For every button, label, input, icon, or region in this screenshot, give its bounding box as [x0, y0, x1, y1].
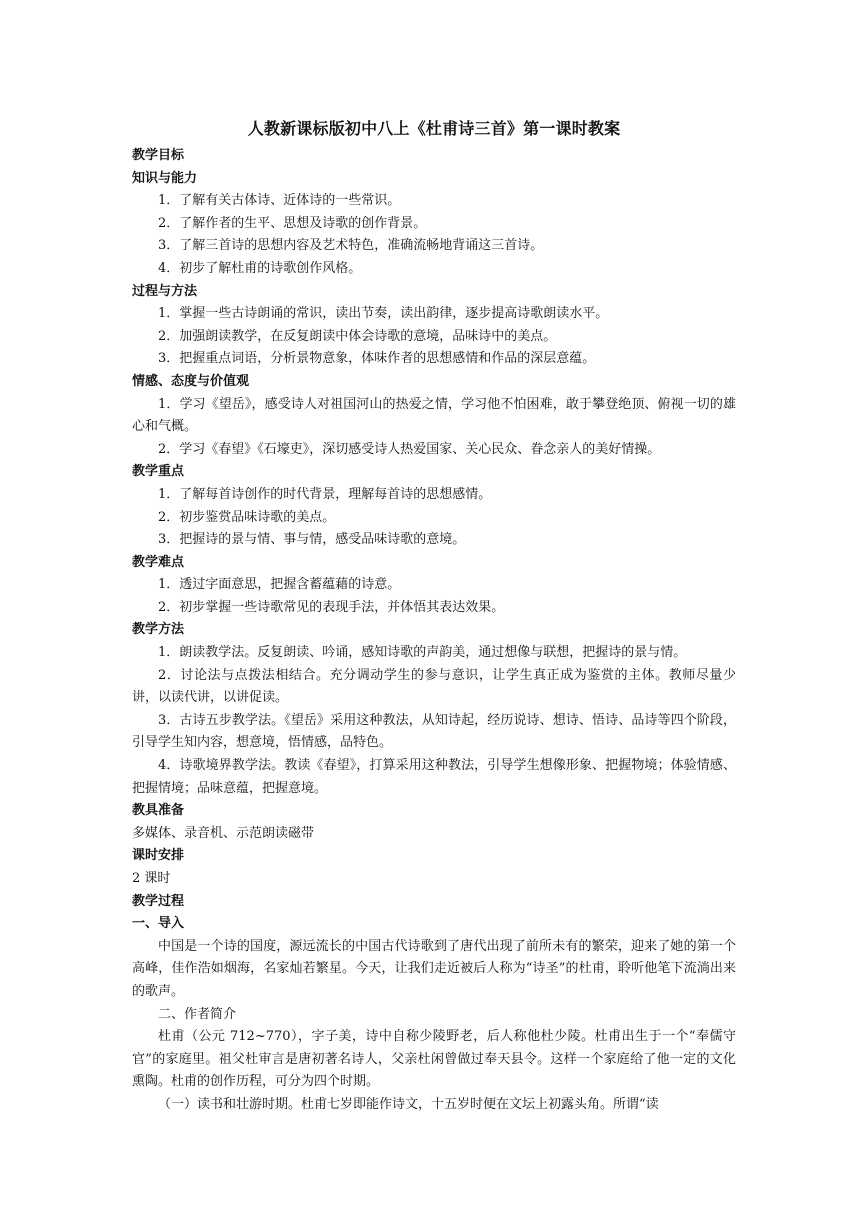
text-line: 2．了解作者的生平、思想及诗歌的创作背景。	[158, 215, 427, 231]
text-line: 3．把握重点词语，分析景物意象，体味作者的思想感情和作品的深层意蕴。	[158, 351, 596, 367]
paragraph: 杜甫（公元 712~770），字子美，诗中自称少陵野老，后人称他杜少陵。杜甫出生于一个“奉儒守官”的家庭里。祖父杜审言是唐初著名诗人，父亲杜闲曾做过奉天县令。这样一个家庭给了他一定的文化熏陶。杜甫的创作历程，可分为四个时期。	[132, 1029, 736, 1090]
section-heading: 一、导入	[132, 916, 185, 932]
section-heading: 教具准备	[132, 803, 185, 819]
text-line: 1．了解有关古体诗、近体诗的一些常识。	[158, 193, 401, 209]
text-line: 3．了解三首诗的思想内容及艺术特色，准确流畅地背诵这三首诗。	[158, 238, 544, 254]
paragraph: 2．讨论法与点拨法相结合。充分调动学生的参与意识，让学生真正成为鉴赏的主体。教师尽量少讲，以读代讲，以讲促读。	[132, 667, 736, 706]
text-line: 1．朗读教学法。反复朗读、吟诵，感知诗歌的声韵美，通过想像与联想，把握诗的景与情。	[158, 645, 687, 661]
section-heading: 过程与方法	[132, 283, 198, 299]
document-body	[132, 118, 736, 1117]
section-heading: 课时安排	[132, 848, 185, 864]
section-heading: 教学重点	[132, 464, 185, 480]
section-heading: 教学过程	[132, 893, 185, 909]
text-line: 2．初步掌握一些诗歌常见的表现手法，并体悟其表达效果。	[158, 599, 505, 615]
paragraph: 1．学习《望岳》，感受诗人对祖国河山的热爱之情，学习他不怕困难，敢于攀登绝顶、俯视一切的雄心和气概。	[132, 396, 736, 435]
text-line: 4．初步了解杜甫的诗歌创作风格。	[158, 260, 362, 276]
plain-line: 2 课时	[132, 871, 171, 886]
text-line: 3．把握诗的景与情、事与情，感受品味诗歌的意境。	[158, 532, 466, 548]
text-line: 2．加强朗读教学，在反复朗读中体会诗歌的意境，品味诗中的美点。	[158, 328, 557, 344]
paragraph: 3．古诗五步教学法。《望岳》采用这种教法，从知诗起，经历说诗、想诗、悟诗、品诗等四个阶段，引导学生知内容，想意境，悟情感，品特色。	[132, 712, 736, 751]
paragraph: 中国是一个诗的国度，源远流长的中国古代诗歌到了唐代出现了前所未有的繁荣，迎来了她的第一个高峰，佳作浩如烟海，名家灿若繁星。今天，让我们走近被后人称为“诗圣”的杜甫，聆听他笔下流淌出来的歌声。	[132, 938, 736, 999]
text-line: （一）读书和壮游时期。杜甫七岁即能作诗文，十五岁时便在文坛上初露头角。所谓“读	[158, 1096, 659, 1112]
section-heading: 教学方法	[132, 622, 185, 638]
section-heading: 知识与能力	[132, 170, 198, 186]
plain-line: 多媒体、录音机、示范朗读磁带	[132, 825, 315, 841]
document-title: 人教新课标版初中八上《杜甫诗三首》第一课时教案	[247, 119, 621, 138]
text-line: 2．初步鉴赏品味诗歌的美点。	[158, 509, 336, 525]
section-heading: 教学目标	[132, 148, 185, 163]
text-line: 1．了解每首诗创作的时代背景，理解每首诗的思想感情。	[158, 486, 492, 502]
document-blocks	[132, 145, 736, 1117]
text-line: 2．学习《春望》《石壕吏》，深切感受诗人热爱国家、关心民众、眷念亲人的美好情操。	[158, 441, 661, 457]
text-line: 1．透过字面意思，把握含蓄蕴藉的诗意。	[158, 577, 401, 593]
text-line: 1．掌握一些古诗朗诵的常识，读出节奏，读出韵律，逐步提高诗歌朗读水平。	[158, 306, 609, 322]
section-heading: 教学难点	[132, 554, 185, 570]
section-heading: 情感、态度与价值观	[132, 373, 250, 389]
text-line: 二、作者简介	[158, 1006, 237, 1022]
paragraph: 4．诗歌境界教学法。教读《春望》，打算采用这种教法，引导学生想像形象、把握物境；体验情感、把握情境；品味意蕴，把握意境。	[132, 758, 736, 796]
